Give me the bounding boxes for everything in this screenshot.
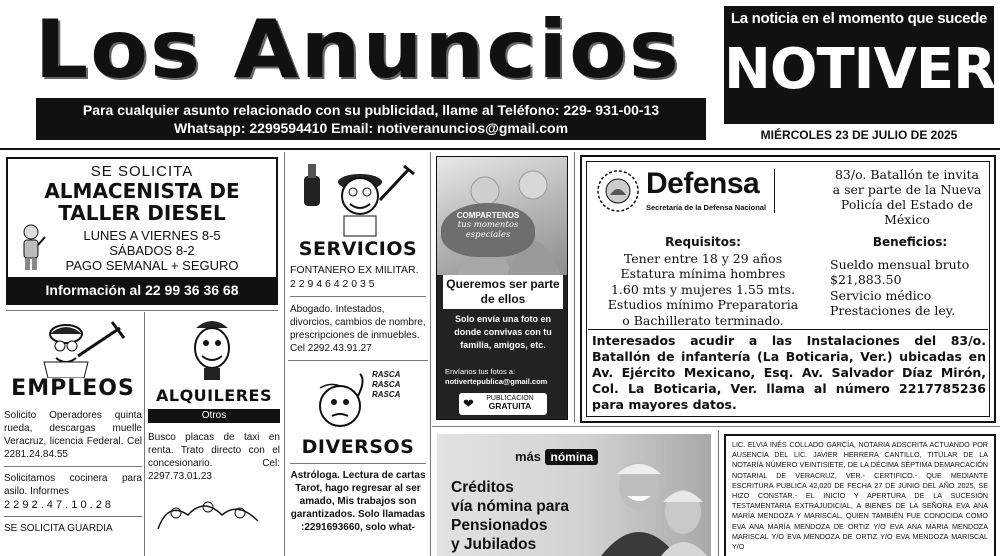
cartoon-illustration xyxy=(148,491,280,531)
empleos-ad-cocinera-phone: 2 2 9 2 . 4 7 . 1 0 . 2 8 xyxy=(4,499,112,511)
col-divider-2 xyxy=(430,152,431,556)
servicios-fontanero: FONTANERO EX MILITAR. xyxy=(290,264,419,276)
logo-text: Los Anuncios xyxy=(34,3,682,96)
ben-1: Sueldo mensual bruto xyxy=(830,256,970,272)
alquileres-ad-placas: Busco placas de taxi en renta. Trato directo con el concesionario. Cel: 2297.73.01.23 xyxy=(148,432,280,482)
lower-divider xyxy=(432,426,1000,427)
ben-title: Beneficios: xyxy=(872,235,948,249)
mn-line2: vía nómina para xyxy=(451,498,570,515)
ben-2: $21,883.50 xyxy=(830,272,902,287)
worker-figure-icon xyxy=(16,223,46,271)
empleos-divider xyxy=(4,466,142,467)
ad-almacenista-line2: ALMACENISTA DE xyxy=(44,179,240,203)
defensa-invite: 83/o. Batallón te invita a ser parte de la Nueva Policía del Estado de México xyxy=(832,167,982,227)
col2-divider xyxy=(288,360,428,361)
gratuita-label1: PUBLICACIÓN xyxy=(486,395,534,402)
publicacion-body: Solo envía una foto en donde convivas con tu familia, amigos, etc. xyxy=(454,314,552,350)
publicacion-email-label: Envíanos tus fotos a: xyxy=(445,367,516,376)
masthead-logo xyxy=(8,2,708,98)
ad-almacenista-phone: Información al 22 99 36 36 68 xyxy=(45,282,239,298)
plumber-cartoon-icon xyxy=(300,160,418,238)
empleos-ad-guardia: SE SOLICITA GUARDIA xyxy=(4,523,113,534)
ben-4: Prestaciones de ley. xyxy=(830,303,956,318)
empleos-title: EMPLEOS xyxy=(11,376,135,401)
share-moments-badge xyxy=(441,203,535,257)
notaria-notice xyxy=(724,434,996,556)
mn-line4: y Jubilados xyxy=(451,536,537,553)
diversos-section xyxy=(290,362,426,556)
worker-with-pick-icon xyxy=(16,316,126,378)
alquileres-subtitle: Otros xyxy=(201,410,227,421)
empleos-ad-operadores: Solicito Operadores quinta rueda, descargas muelle Veracruz, licencia Federal. Cel 2281.24.84.55 xyxy=(4,410,142,460)
col-divider-3 xyxy=(574,152,575,422)
header-divider xyxy=(0,148,1000,150)
ad-almacenista-line3: TALLER DIESEL xyxy=(58,201,226,225)
mn-line3: Pensionados xyxy=(451,517,548,534)
col1-split xyxy=(144,312,145,556)
publicacion-email: notivertepublica@gmail.com xyxy=(445,377,548,386)
ad-almacenista-line6: PAGO SEMANAL + SEGURO xyxy=(65,258,239,273)
mexico-coat-of-arms-icon xyxy=(596,169,640,213)
defensa-footer: Interesados acudir a las Instalaciones del 83/o. Batallón de infantería (La Boticaria, Ver.) ubicadas en Av. Ejército Mexicano, Esq. Av. Salvador Díaz Mirón, Col. La Boticaria, Ver. llama al número 2217785236 para mayores datos. xyxy=(592,333,986,412)
family-photo xyxy=(437,157,567,275)
face-with-hat-icon xyxy=(182,316,242,382)
publicacion-headline: Queremos ser parte de ellos xyxy=(446,277,560,306)
defensa-logo-sub: Secretaría de la Defensa Nacional xyxy=(646,203,767,212)
empleos-divider-2 xyxy=(4,516,142,517)
ad-almacenista-line5: SÁBADOS 8-2 xyxy=(109,243,195,258)
mas-nomina-logo xyxy=(515,448,598,468)
contact-line-email: Whatsapp: 2299594410 Email: notiveranuncios@gmail.com xyxy=(173,120,569,136)
defensa-beneficios xyxy=(830,235,990,319)
notiver-tagline: La noticia en el momento que sucede xyxy=(730,10,988,27)
heart-icon: ❤ xyxy=(463,396,474,411)
empleos-section xyxy=(4,312,142,556)
retired-couple-photo xyxy=(597,452,711,556)
diversos-rasca: RASCA RASCA RASCA xyxy=(372,370,401,399)
req-5: o Bachillerato terminado. xyxy=(622,312,784,328)
mas-nomina-brand-post: nómina xyxy=(545,449,598,465)
req-2: Estatura mínima hombres xyxy=(620,266,786,281)
defensa-requisitos xyxy=(588,235,818,328)
notiver-brand: NOTIVER xyxy=(724,37,996,102)
issue-date: MIÉRCOLES 23 DE JULIO DE 2025 xyxy=(760,128,958,142)
ad-almacenista-footer xyxy=(8,277,276,303)
badge-line2: tus momentos especiales xyxy=(457,220,519,240)
ad-mas-nomina xyxy=(437,434,711,556)
servicios-section xyxy=(290,156,426,356)
req-title: Requisitos: xyxy=(665,235,741,249)
col-divider-4 xyxy=(718,430,719,556)
contact-line-phone: Para cualquier asunto relacionado con su publicidad, llame al Teléfono: 229- 931-00-13 xyxy=(82,102,660,118)
badge-line1: COMPARTENOS xyxy=(456,211,520,220)
mn-line1: Créditos xyxy=(451,479,514,496)
notaria-text: LIC. ELVIA INÉS COLLADO GARCÍA, NOTARIA ADSCRITA ACTUANDO POR AUSENCIA DEL LIC. JAVIER HERRERA CANTILLO, TITULAR DE LA NOTARÍA NÚMERO VEINTISIETE, DE LA DÉCIMA SÉPTIMA DEMARCACIÓN NOTARIAL DE VERACRUZ, VER.- CERTIFICO.- QUE MEDIANTE ESCRITURA PUBLICA 42,020 DE FECHA 27 DE JUNIO DEL AÑO 2025, SE HIZO CONSTAR.- EL INICIO Y APERTURA DE LA SUCESIÓN TESTAMENTARIA EXTRAJUDICIAL, A BIENES DE LA SEÑORA EVA ANA MARÍA MENDOZA Y MARISCAL, QUIEN TAMBIÉN FUE CONOCIDA COMO EVA ANA MARÍA MENDOZA DE ORTIZ Y/O EVA ANA MARIA MENDOZA MARISCAL Y/O EVA MENDOZA DE ORTIZ Y/O EVA MENDOZA MARISCAL Y/O xyxy=(732,440,988,552)
notiver-logo-box xyxy=(724,6,994,124)
servicios-divider xyxy=(290,296,426,297)
ad-almacenista-line1: SE SOLICITA xyxy=(90,163,194,180)
headline-banner xyxy=(443,275,563,309)
empleos-ad-cocinera: Solicitamos cocinera para asilo. Informes xyxy=(4,473,142,497)
ben-3: Servicio médico xyxy=(830,287,932,303)
gratuita-label2: GRATUITA xyxy=(488,401,532,411)
alquileres-subtitle-bar xyxy=(148,409,280,423)
req-4: Estudios mínimo Preparatoria xyxy=(607,297,799,312)
contact-banner xyxy=(36,98,706,140)
mas-nomina-headline xyxy=(451,478,601,554)
publicacion-gratuita-badge xyxy=(459,393,547,415)
servicios-title: SERVICIOS xyxy=(298,238,418,260)
scratching-man-icon xyxy=(300,366,418,436)
col1-divider xyxy=(6,310,278,311)
defensa-logo-divider xyxy=(774,169,775,213)
req-1: Tener entre 18 y 29 años xyxy=(623,250,783,266)
col-divider-1 xyxy=(284,152,285,556)
alquileres-title: ALQUILERES xyxy=(155,386,273,405)
mas-nomina-brand-pre: más xyxy=(515,449,542,464)
ad-publicacion-gratuita xyxy=(436,156,568,420)
defensa-logo: Defensa xyxy=(646,167,760,200)
servicios-abogado: Abogado. Intestados, divorcios, cambios de nombre, prescripciones de inmuebles. Cel 2292.43.91.27 xyxy=(290,304,426,354)
ad-almacenista xyxy=(6,157,278,305)
diversos-astrologa: Astróloga. Lectura de cartas Tarot, hago regresar al ser amado, Mis trabajos son garantizados. Solo llamadas :2291693660, solo what- xyxy=(290,470,426,533)
diversos-divider xyxy=(290,463,426,464)
defensa-footer-divider xyxy=(588,329,988,330)
servicios-fontanero-phone: 2 2 9 4 6 4 2 0 3 5 xyxy=(290,278,375,290)
req-3: 1.60 mts y mujeres 1.55 mts. xyxy=(610,281,796,297)
alquileres-section xyxy=(148,312,280,556)
ad-almacenista-line4: LUNES A VIERNES 8-5 xyxy=(83,228,221,243)
diversos-title: DIVERSOS xyxy=(301,436,415,458)
ad-defensa xyxy=(580,155,996,423)
